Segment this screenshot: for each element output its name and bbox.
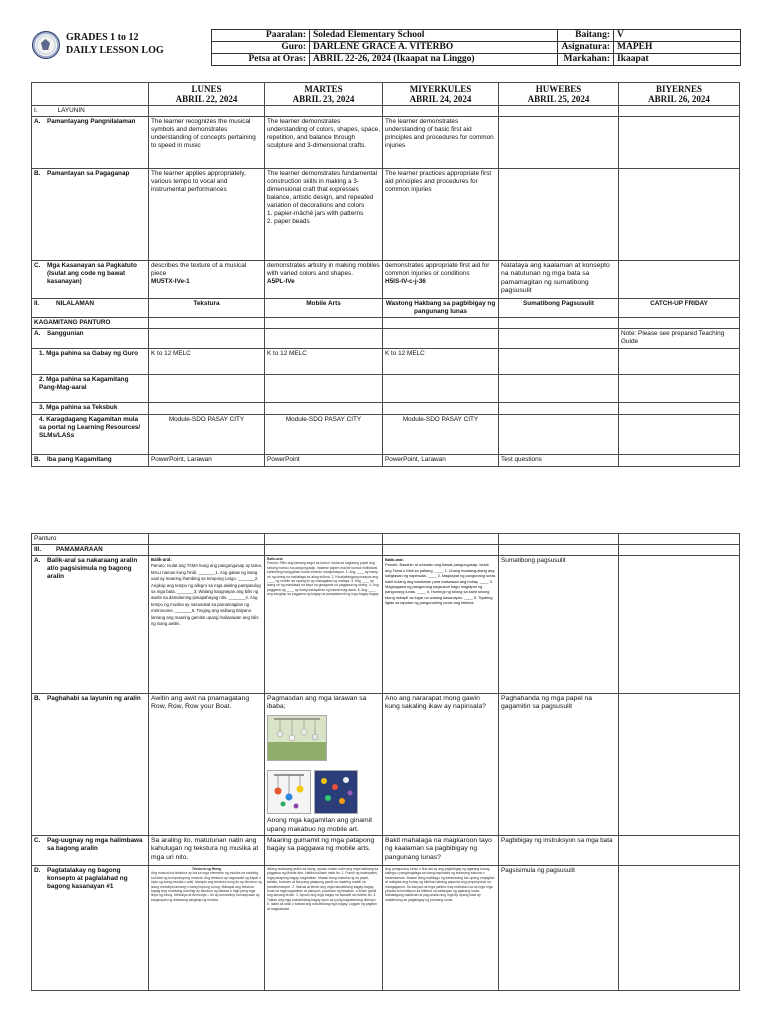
gabay-wednesday: K to 12 MELC [383,349,499,375]
nilalaman-tuesday: Mobile Arts [265,299,383,318]
day-header-thursday: HUWEBES ABRIL 25, 2024 [499,83,619,106]
pag-uugnay-monday: Sa araling ito, matutunan natin ang kahulugan ng tekstura ng musika at mga uri nito. [149,836,265,866]
day-header-monday: LUNES ABRIL 22, 2024 [149,83,265,106]
teacher-label: Guro: [212,42,310,54]
header-info-table [211,29,741,66]
cell-b-wednesday: The learner practices appropriate first aid principles and procedures for common injuries [383,169,499,261]
section-pamamaraan-heading: III. PAMAMARAAN [32,545,149,556]
cell-c-monday: describes the texture of a musical piece MU5TX-IVe-1 [149,261,265,299]
nilalaman-wednesday: Wastong Hakbang sa pagbibigay ng pangunang lunas [383,299,499,318]
balik-aral-wednesday: Balik-aral: Panuto: Basahin at unawain ang bawat pangungusap. Isulat ang Tama o Mali sa patlang. ____ 1. Unang inaalang-alang ang kaligtasan ng napinsala. ____ 2. Magkapat ng pangunang lunas kahit kulang ang kaalaman para maiwasan ang buhay. ____ 3. Magkagawa ng pangunang pagsusuri bago maglapat ng pangunang lunas. ____ 4. Humingi ng tulong sa kahit sinong taong malapit sa lugar na walang kasanayan. ____ 5. Tiyaking ligtas sa lapatan ng pangunahing lunas ang biktima. [383,556,499,694]
document-title [66,31,164,57]
pagtatalakay-wednesday: Ang pangunang lunas o first aid ay ang pagbibigay ng agarang tulong, kalinga o pangangalaga sa isang napinsala ng anumang sakuna o karamdaman. Maaari itong makitago ng karaniwang tao upang mapigilan at maligtas ang buhay ng biktima habang papunta ang propesyonal na mangagamot. Sa kanyad na mga pahina may maituturo ka sa mga mga pinsala at kondisyon sa biktima na kailangan ng agarang lunas. Mahalagang malaman at pag-aralan ang mga tip upang ikaw ay makatulong sa paglalagay ng paunang lunas. [383,866,499,991]
row-label-pamantayang-pangnilalaman: A. Pamantayang Pangnilalaman [32,117,149,169]
mobile-art-photo-1 [267,715,327,761]
paghahabi-thursday: Paghahanda ng mga papel na gagamitin sa pagsusulit [499,694,619,836]
balik-aral-tuesday: Balik-aral: Panuto: Piliin ang tamang sagot sa kahon. Isulat sa sagutang papel ang sinlang bumuo sa pangungusap. balanse papier-mache kunsol indibidwal kahimbing hanggahan sukat simbolo manipulasyon. 1. Ang ____ ay isang uri ng sining na mahalaga sa ating kultura. 2. Kinakailangang maayos ang ____ ng mobile art upang ito ay makagalaw ng malaya. 3. Ang ____ ay isang uri ng masidaad na kaya na ginagamit sa paggawa ng sining. 4. Ang paggawa ng ____ ay isang kakayahan ng bawat mag-aaral. 5. Ang ____ ang sangkap sa paggawa ng bagay na pampalamuti ng mga bagay-bagay. [265,556,383,694]
quarter-value: Ikaapat [614,54,741,66]
subject-value: MAPEH [614,42,741,54]
document-header [30,27,746,63]
quarter-label: Markahan: [558,54,614,66]
school-value: Soledad Elementary School [310,30,558,42]
cell-b-monday: The learner applies appropriately, various tempo to vocal and instrumental performances [149,169,265,261]
cell-a-wednesday: The learner demonstrates understanding of basic first aid principles and procedures for common injuries [383,117,499,169]
cell-c-tuesday: demonstrates artistry in making mobiles with varied colors and shapes. A5PL-IVe [265,261,383,299]
lesson-table-page-1 [31,82,740,467]
pagtatalakay-thursday: Pagsisimula ng pagsusulit [499,866,619,991]
row-label-paghahabi: B. Paghahabi sa layunin ng aralin [32,694,149,836]
teaching-guide-note: Note: Please see prepared Teaching Guide [619,329,740,349]
pag-uugnay-tuesday: Maaring gumamit ng mga patapong bagay sa paggawa ng mobile arts. [265,836,383,866]
module-tuesday: Module-SDO PASAY CITY [265,415,383,455]
row-label-kasanayan: C. Mga Kasanayan sa Pagkatuto (Isulat ang code ng bawat kasanayan) [32,261,149,299]
subject-label: Asignatura: [558,42,614,54]
mobile-art-photo-2 [267,770,311,814]
day-header-friday: BIYERNES ABRIL 26, 2024 [619,83,740,106]
module-monday: Module-SDO PASAY CITY [149,415,265,455]
cell-c-thursday: Natataya ang kaalaman at konsepto na natutunan ng mga bata sa pamamagitan ng sumatibong pagsusulit [499,261,619,299]
row-label-pamantayan-sa-pagaganap: B. Pamantayan sa Pagaganap [32,169,149,261]
section-layunin-heading: I. LAYUNIN [32,106,149,117]
nilalaman-monday: Tekstura [149,299,265,318]
grade-label: Baitang: [558,30,614,42]
row-label-pag-uugnay: C. Pag-uugnay ng mga halimbawa sa bagong aralin [32,836,149,866]
row-label-nilalaman: II. NILALAMAN [32,299,149,318]
cell-c-wednesday: demonstrates appropriate first aid for common injuries or conditions H5IS-IV-c-j-36 [383,261,499,299]
nilalaman-friday: CATCH-UP FRIDAY [619,299,740,318]
row-label-pagtatalakay: D. Pagtatalakay ng bagong konsepto at paglalahad ng bagong kasanayan #1 [32,866,149,991]
teacher-value: DARLENE GRACE A. VITERBO [310,42,558,54]
iba-thursday: Test questions [499,455,619,467]
blank-corner [32,83,149,106]
date-value: ABRIL 22-26, 2024 (Ikaapat na Linggo) [310,54,558,66]
paghahabi-monday: Awitin ang awit na pnamagatang Row, Row, Row your Boat. [149,694,265,836]
gabay-monday: K to 12 MELC [149,349,265,375]
iba-monday: PowerPoint, Larawan [149,455,265,467]
row-label-iba-pang-kagamitan: B. Iba pang Kagamitang [32,455,149,467]
lesson-table-page-2 [31,533,740,991]
panturo-continued: Panturo [32,534,149,545]
cell-a-monday: The learner recognizes the musical symbols and demonstrates understanding of concepts pertaining to speed in music [149,117,265,169]
cell-a-tuesday: The learner demonstrates understanding of colors, shapes, space, repetition, and balance through sculpture and 3-dimensional crafts. [265,117,383,169]
paghahabi-tuesday: Pagmasdan ang mga larawan sa ibaba; Anong mga kagamitan ang ginamit upang makabuo ng mobile art. [265,694,383,836]
deped-seal-logo [32,31,60,59]
pagtatalakay-tuesday: Ikilang sulatuang aralin sa laong, ayusin ninton natin ang mga hakbang sa paggawa ng Mobile Arts. Halika tuklasin natin ito. 1. Pumili ng materyales, mga patapong bagay, kagamitan. Maaari itong makuha ng sa papel, tabako, botones at iba pang patapong gamit na maaring mabili na pandekorasyon. 2. Ihanda at linisin ang mga nakolektang bagay-bagay, mula sa mga kagamitan at paksyon, puwesan ng bisaklan, o linisin gamit ang lamang brush. 3. Ayusin ang mga bagay na isasabit sa mobile art. 4. Tukian ang mga nakolektang bagay ayon sa iyong kagustuhang disenyo. 5. Isabit sa stick o kawad ang nakolekang mga bagay. Lagyan ng pagitan at magbalanse. [265,866,383,991]
balik-aral-monday: Balik-aral: Panuto: Isulat ang TAMA kung ang pangungusap ay tama. MALI naman kung hindi. _______1. Ang galaw ng isang usal ay maaring ihambing sa tempong Largo. _______2. Angkop ang tempo ng allegro sa mga awiting pampatulog sa mga bata. _______3. Walang kaugnayan ang bilis ng awitin sa damdaming ipinapahayag nito. _______4. Ang tempo ng musika ay nasusukat sa pamamagitan ng metronome. _______5. Tinging ang salitang Italyano lamang ang maaring gamitin upang mailarawan ang bilis ng isang awitin. [149,556,265,694]
pagtatalakay-monday: Tekstura ng Himig Ang musical na tekstura ay isa sa mga elemento ng musika na naririnig sa bilad ng komposisyong musical. Ang tekstura ay nagsasabi ng kapal o nipis ng isang musika o awit. Manipis ang tekstura kung ito ay binubuo ng isang melodiya lamang o isang linya ng tunog. Makapal ang tekstura kapag ang musikang naririnig ay binubuo ng dalawa o higit pang mga linya ng tunog. Melodiya at Armoniya – Ito ay tumutukoy sa kaayusan ay kaugnayan ng dalawang sangkap ng musika. [149,866,265,991]
iba-wednesday: PowerPoint, Larawan [383,455,499,467]
nilalaman-thursday: Sumatibong Pagsusulit [499,299,619,318]
section-kagamitang-panturo: KAGAMITANG PANTURO [32,318,149,329]
pag-uugnay-thursday: Pagbibigay ng instruksyon sa mga bata [499,836,619,866]
grade-value: V [614,30,741,42]
title-line-2: DAILY LESSON LOG [66,45,164,56]
row-label-kagamitang-pang-mag-aaral: 2. Mga pahina sa Kagamitang Pang-Mag-aaral [32,375,149,403]
pag-uugnay-wednesday: Bakit mahalaga na magkaroon tayo ng kaalaman sa pagbibigay ng pangunang lunas? [383,836,499,866]
day-header-tuesday: MARTES ABRIL 23, 2024 [265,83,383,106]
gabay-tuesday: K to 12 MELC [265,349,383,375]
cell-b-tuesday: The learner demonstrates fundamental construction skills in making a 3-dimensional craft that expresses balance, artistic design, and repeated variation of decorations and colors 1. papier-mâché jars with patterns 2. paper beads [265,169,383,261]
date-label: Petsa at Oras: [212,54,310,66]
row-label-gabay-ng-guro: 1. Mga pahina sa Gabay ng Guro [32,349,149,375]
row-label-teksbuk: 3. Mga pahina sa Teksbuk [32,403,149,415]
mobile-art-photo-3 [314,770,358,814]
paghahabi-wednesday: Ano ang nararapat mong gawin kung sakaling ikaw ay napinsala? [383,694,499,836]
module-wednesday: Module-SDO PASAY CITY [383,415,499,455]
iba-tuesday: PowerPoint [265,455,383,467]
day-header-wednesday: MIYERKULES ABRIL 24, 2024 [383,83,499,106]
row-label-karagdagang-kagamitan: 4. Karagdagang Kagamitan mula sa portal ng Learning Resources/ SLMs/LASs [32,415,149,455]
title-line-1: GRADES 1 to 12 [66,32,139,43]
balik-aral-thursday: Sumatibong pagsusulit [499,556,619,694]
row-label-balik-aral: A. Balik-aral sa nakaraang aralin at/o pagsisimula ng bagong aralin [32,556,149,694]
school-label: Paaralan: [212,30,310,42]
row-label-sanggunian: A. Sanggunian [32,329,149,349]
